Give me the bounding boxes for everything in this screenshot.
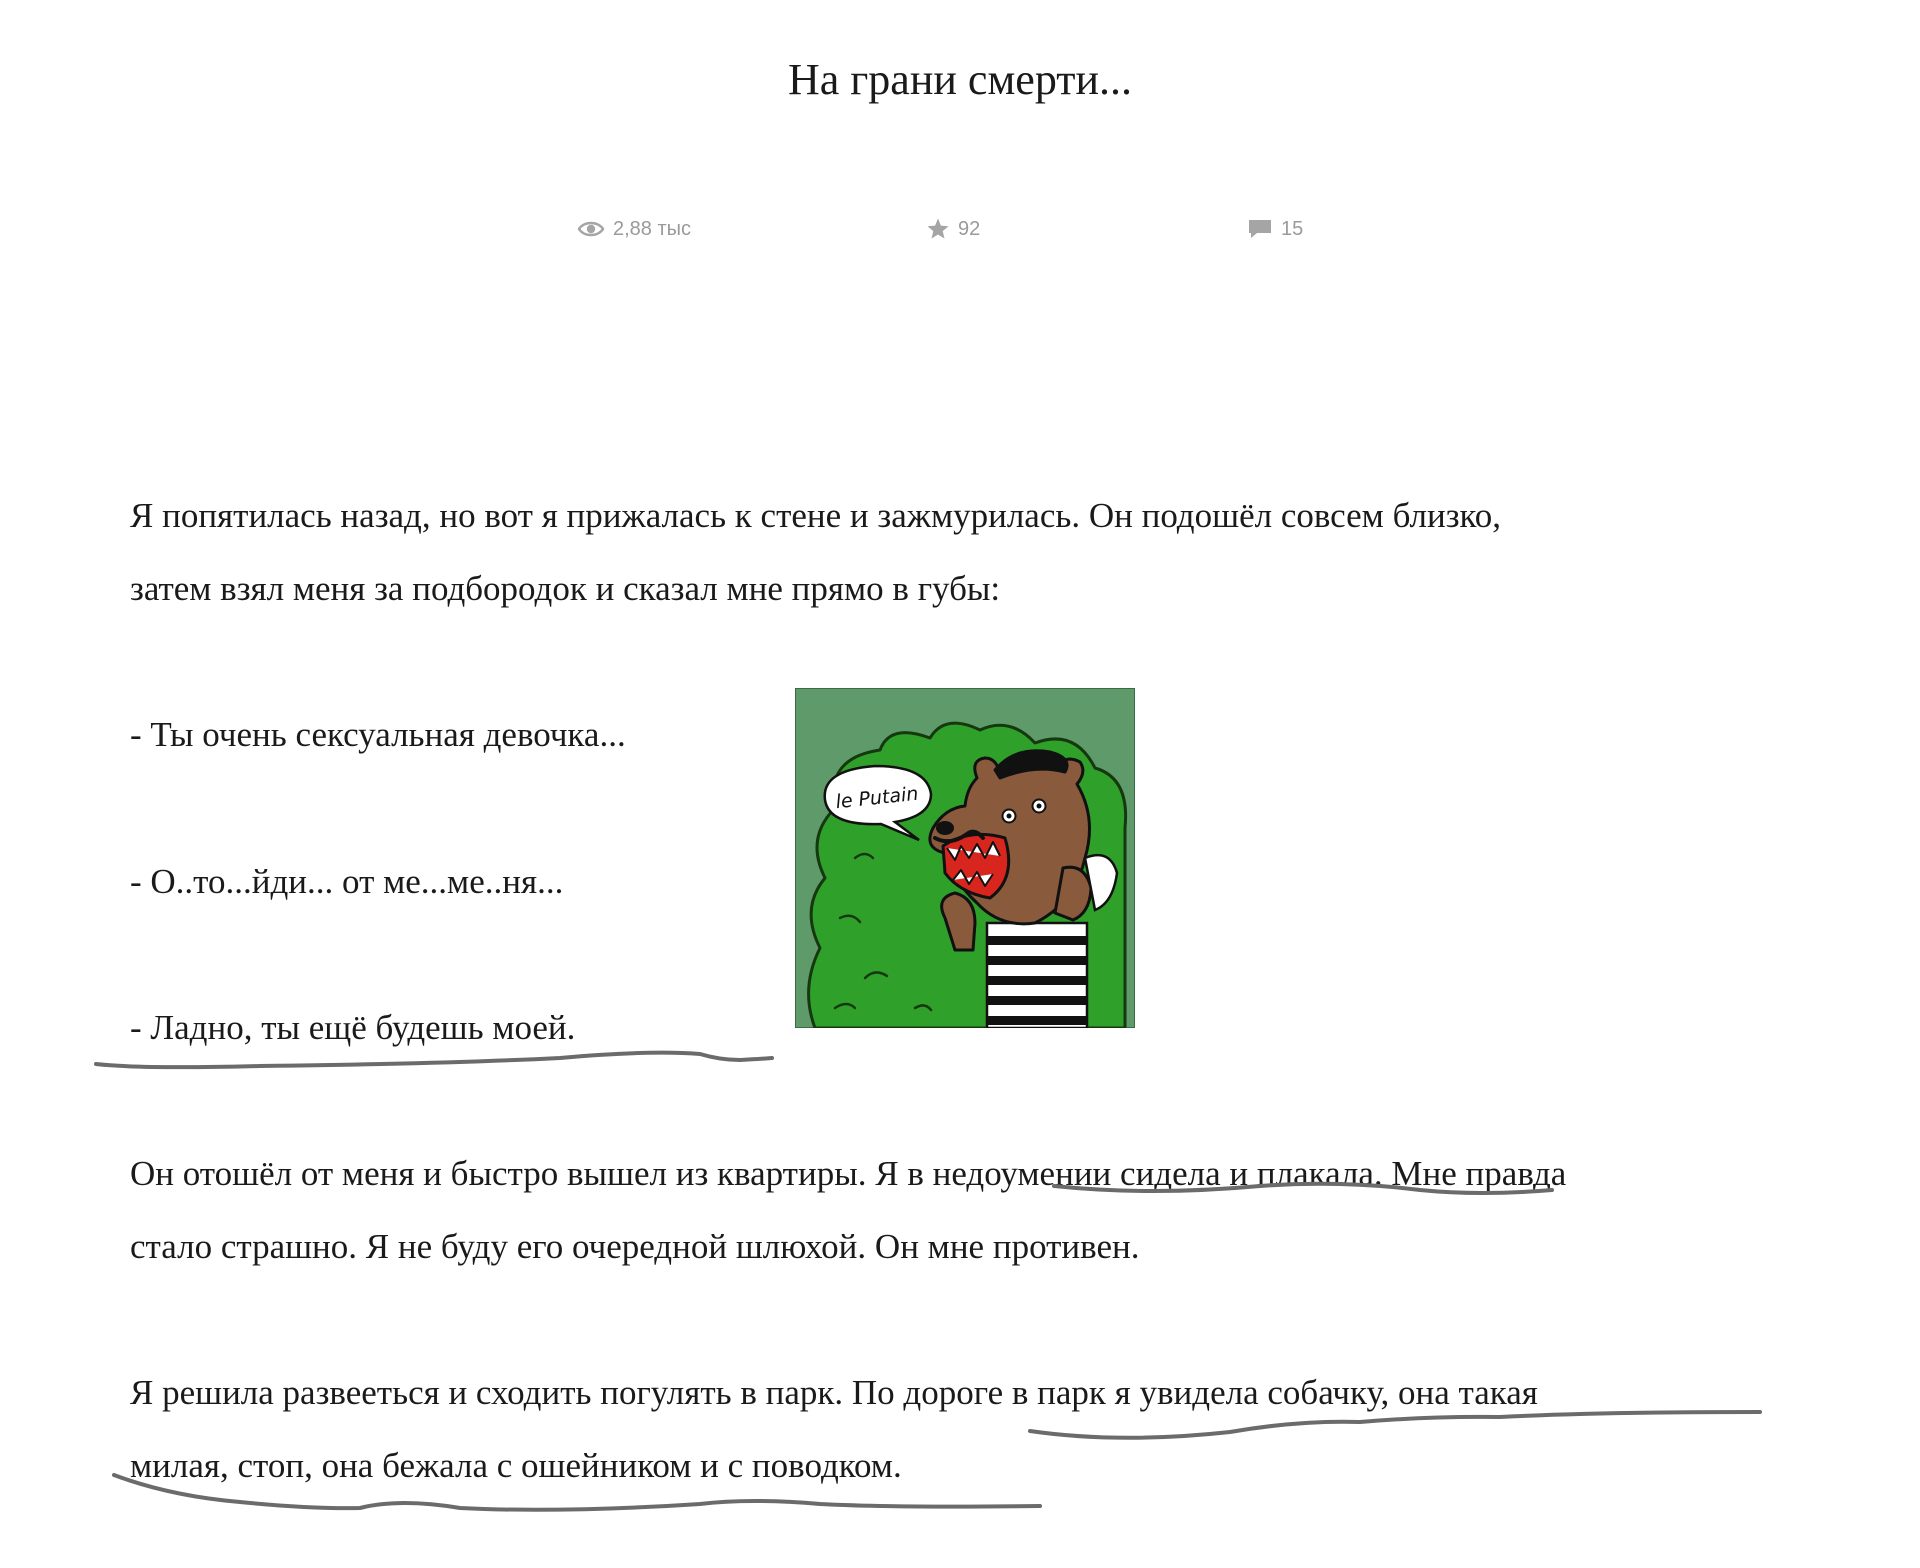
paragraph-3-line-1: Я решила развееться и сходить погулять в парк. По дороге в парк я увидела собачку, она такая bbox=[130, 1373, 1538, 1412]
eye-icon bbox=[577, 219, 605, 239]
comments-stat bbox=[1247, 214, 1303, 244]
underline-paragraph-3-line-1 bbox=[1030, 1412, 1760, 1438]
comment-icon bbox=[1247, 217, 1273, 241]
star-icon bbox=[926, 217, 950, 241]
rating-count: 92 bbox=[958, 217, 981, 240]
paragraph-2-line-2: стало страшно. Я не буду его очередной шлюхой. Он мне противен. bbox=[130, 1227, 1140, 1266]
paragraph-2-line-1: Он отошёл от меня и быстро вышел из квартиры. Я в недоумении сидела и плакала. Мне правда bbox=[130, 1154, 1567, 1193]
story-title: На грани смерти... bbox=[787, 55, 1133, 104]
dialog-line-1: - Ты очень сексуальная девочка... bbox=[130, 715, 626, 754]
comments-count: 15 bbox=[1281, 217, 1304, 240]
underline-dialog-3 bbox=[96, 1053, 772, 1067]
paragraph-1-line-1: Я попятилась назад, но вот я прижалась к стене и зажмурилась. Он подошёл совсем близко, bbox=[130, 496, 1501, 535]
views-stat bbox=[577, 214, 691, 244]
paragraph-1-line-2: затем взял меня за подбородок и сказал мне прямо в губы: bbox=[130, 569, 1001, 608]
dialog-line-3: - Ладно, ты ещё будешь моей. bbox=[130, 1008, 576, 1047]
views-count: 2,88 тыс bbox=[613, 217, 692, 240]
story-stats bbox=[0, 214, 1920, 244]
dialog-line-2: - О..то...йди... от ме...ме..ня... bbox=[130, 862, 564, 901]
rating-stat bbox=[926, 214, 980, 244]
paragraph-3-line-2: милая, стоп, она бежала с ошейником и с поводком. bbox=[130, 1446, 902, 1485]
speech-bubble-text: le Putain bbox=[834, 782, 920, 814]
bear-meme-illustration bbox=[795, 688, 1135, 1028]
